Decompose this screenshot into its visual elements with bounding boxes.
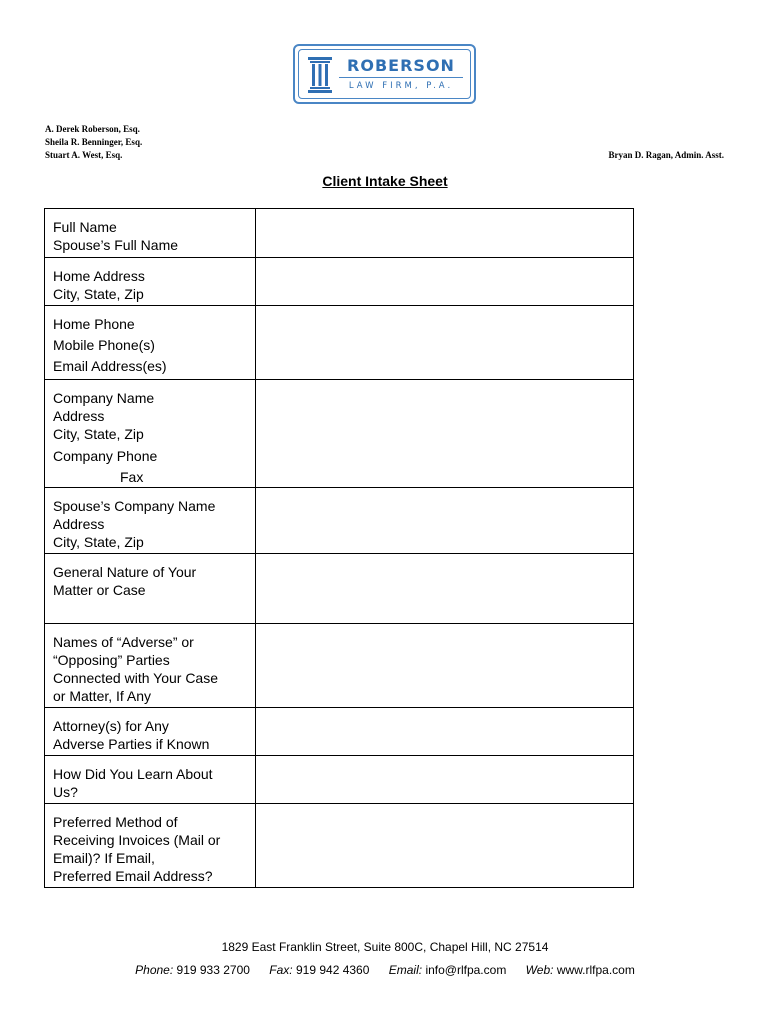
- label-line: Address: [53, 408, 105, 424]
- label-line: or Matter, If Any: [53, 688, 152, 704]
- label-line: Us?: [53, 784, 78, 800]
- label-line: City, State, Zip: [53, 426, 144, 442]
- field-label: [45, 708, 256, 756]
- table-row: [45, 804, 634, 888]
- label-line: Fax: [120, 469, 144, 485]
- fax-number: 919 942 4360: [295, 963, 370, 977]
- label-line: Address: [53, 516, 105, 532]
- footer-address: 1829 East Franklin Street, Suite 800C, Chapel Hill, NC 27514: [221, 940, 549, 954]
- admin-assistant: Bryan D. Ragan, Admin. Asst.: [608, 150, 724, 160]
- label-line: City, State, Zip: [53, 534, 144, 550]
- footer-contact: Phone: 919 933 2700 Fax: 919 942 4360 Email: info@rlfpa.com Web: www.rlfpa.com: [135, 963, 635, 977]
- attorney-name: Stuart A. West, Esq.: [45, 150, 123, 160]
- label-line: Email Address(es): [53, 358, 167, 374]
- entry-field[interactable]: [256, 756, 634, 804]
- field-label: [45, 804, 256, 888]
- page-title: Client Intake Sheet: [322, 173, 448, 189]
- field-label: [45, 624, 256, 708]
- entry-field[interactable]: [256, 306, 634, 380]
- entry-field[interactable]: [256, 624, 634, 708]
- table-row: [45, 380, 634, 488]
- phone-number: 919 933 2700: [176, 963, 250, 977]
- label-line: Company Phone: [53, 448, 158, 464]
- table-row: [45, 209, 634, 258]
- table-row: [45, 488, 634, 554]
- label-line: Names of “Adverse” or: [53, 634, 194, 650]
- field-label: [45, 306, 256, 380]
- label-line: Home Address: [53, 268, 145, 284]
- field-label: [45, 380, 256, 488]
- entry-field[interactable]: [256, 488, 634, 554]
- label-line: Preferred Email Address?: [53, 868, 213, 884]
- label-line: Attorney(s) for Any: [53, 718, 169, 734]
- label-line: Spouse’s Full Name: [53, 237, 179, 253]
- label-line: Matter or Case: [53, 582, 146, 598]
- field-label: [45, 554, 256, 624]
- label-line: Spouse’s Company Name: [53, 498, 216, 514]
- website-link[interactable]: www.rlfpa.com: [556, 963, 635, 977]
- table-row: [45, 756, 634, 804]
- label-line: How Did You Learn About: [53, 766, 213, 782]
- field-label: [45, 756, 256, 804]
- label-line: Mobile Phone(s): [53, 337, 155, 353]
- label-line: Email)? If Email,: [53, 850, 155, 866]
- label-line: Company Name: [53, 390, 155, 406]
- phone-label: Phone: [135, 963, 170, 977]
- table-row: [45, 306, 634, 380]
- logo-divider: [339, 77, 463, 78]
- email-label: Email: [388, 963, 419, 977]
- firm-logo: [293, 44, 476, 104]
- table-row: [45, 258, 634, 306]
- label-line: Full Name: [53, 219, 117, 235]
- field-label: [45, 209, 256, 258]
- table-row: [45, 708, 634, 756]
- label-line: Receiving Invoices (Mail or: [53, 832, 221, 848]
- entry-field[interactable]: [256, 258, 634, 306]
- label-line: Home Phone: [53, 316, 135, 332]
- entry-field[interactable]: [256, 708, 634, 756]
- email-address[interactable]: info@rlfpa.com: [425, 963, 507, 977]
- entry-field[interactable]: [256, 804, 634, 888]
- web-label: Web: [525, 963, 551, 977]
- label-line: City, State, Zip: [53, 286, 144, 302]
- attorney-name: A. Derek Roberson, Esq.: [45, 124, 140, 134]
- label-line: Adverse Parties if Known: [53, 736, 210, 752]
- label-line: General Nature of Your: [53, 564, 197, 580]
- entry-field[interactable]: [256, 554, 634, 624]
- label-line: Preferred Method of: [53, 814, 178, 830]
- logo-subtitle: LAW FIRM, P.A.: [348, 81, 454, 91]
- logo-firm-name: ROBERSON: [347, 56, 455, 75]
- label-line: “Opposing” Parties: [53, 652, 170, 668]
- fax-label: Fax: [269, 963, 290, 977]
- attorney-list: [45, 123, 142, 162]
- attorney-name: Sheila R. Benninger, Esq.: [45, 137, 143, 147]
- table-row: [45, 554, 634, 624]
- table-row: [45, 624, 634, 708]
- intake-table: [44, 208, 634, 888]
- entry-field[interactable]: [256, 209, 634, 258]
- entry-field[interactable]: [256, 380, 634, 488]
- label-line: Connected with Your Case: [53, 670, 218, 686]
- pillar-icon: [308, 57, 332, 93]
- field-label: [45, 258, 256, 306]
- field-label: [45, 488, 256, 554]
